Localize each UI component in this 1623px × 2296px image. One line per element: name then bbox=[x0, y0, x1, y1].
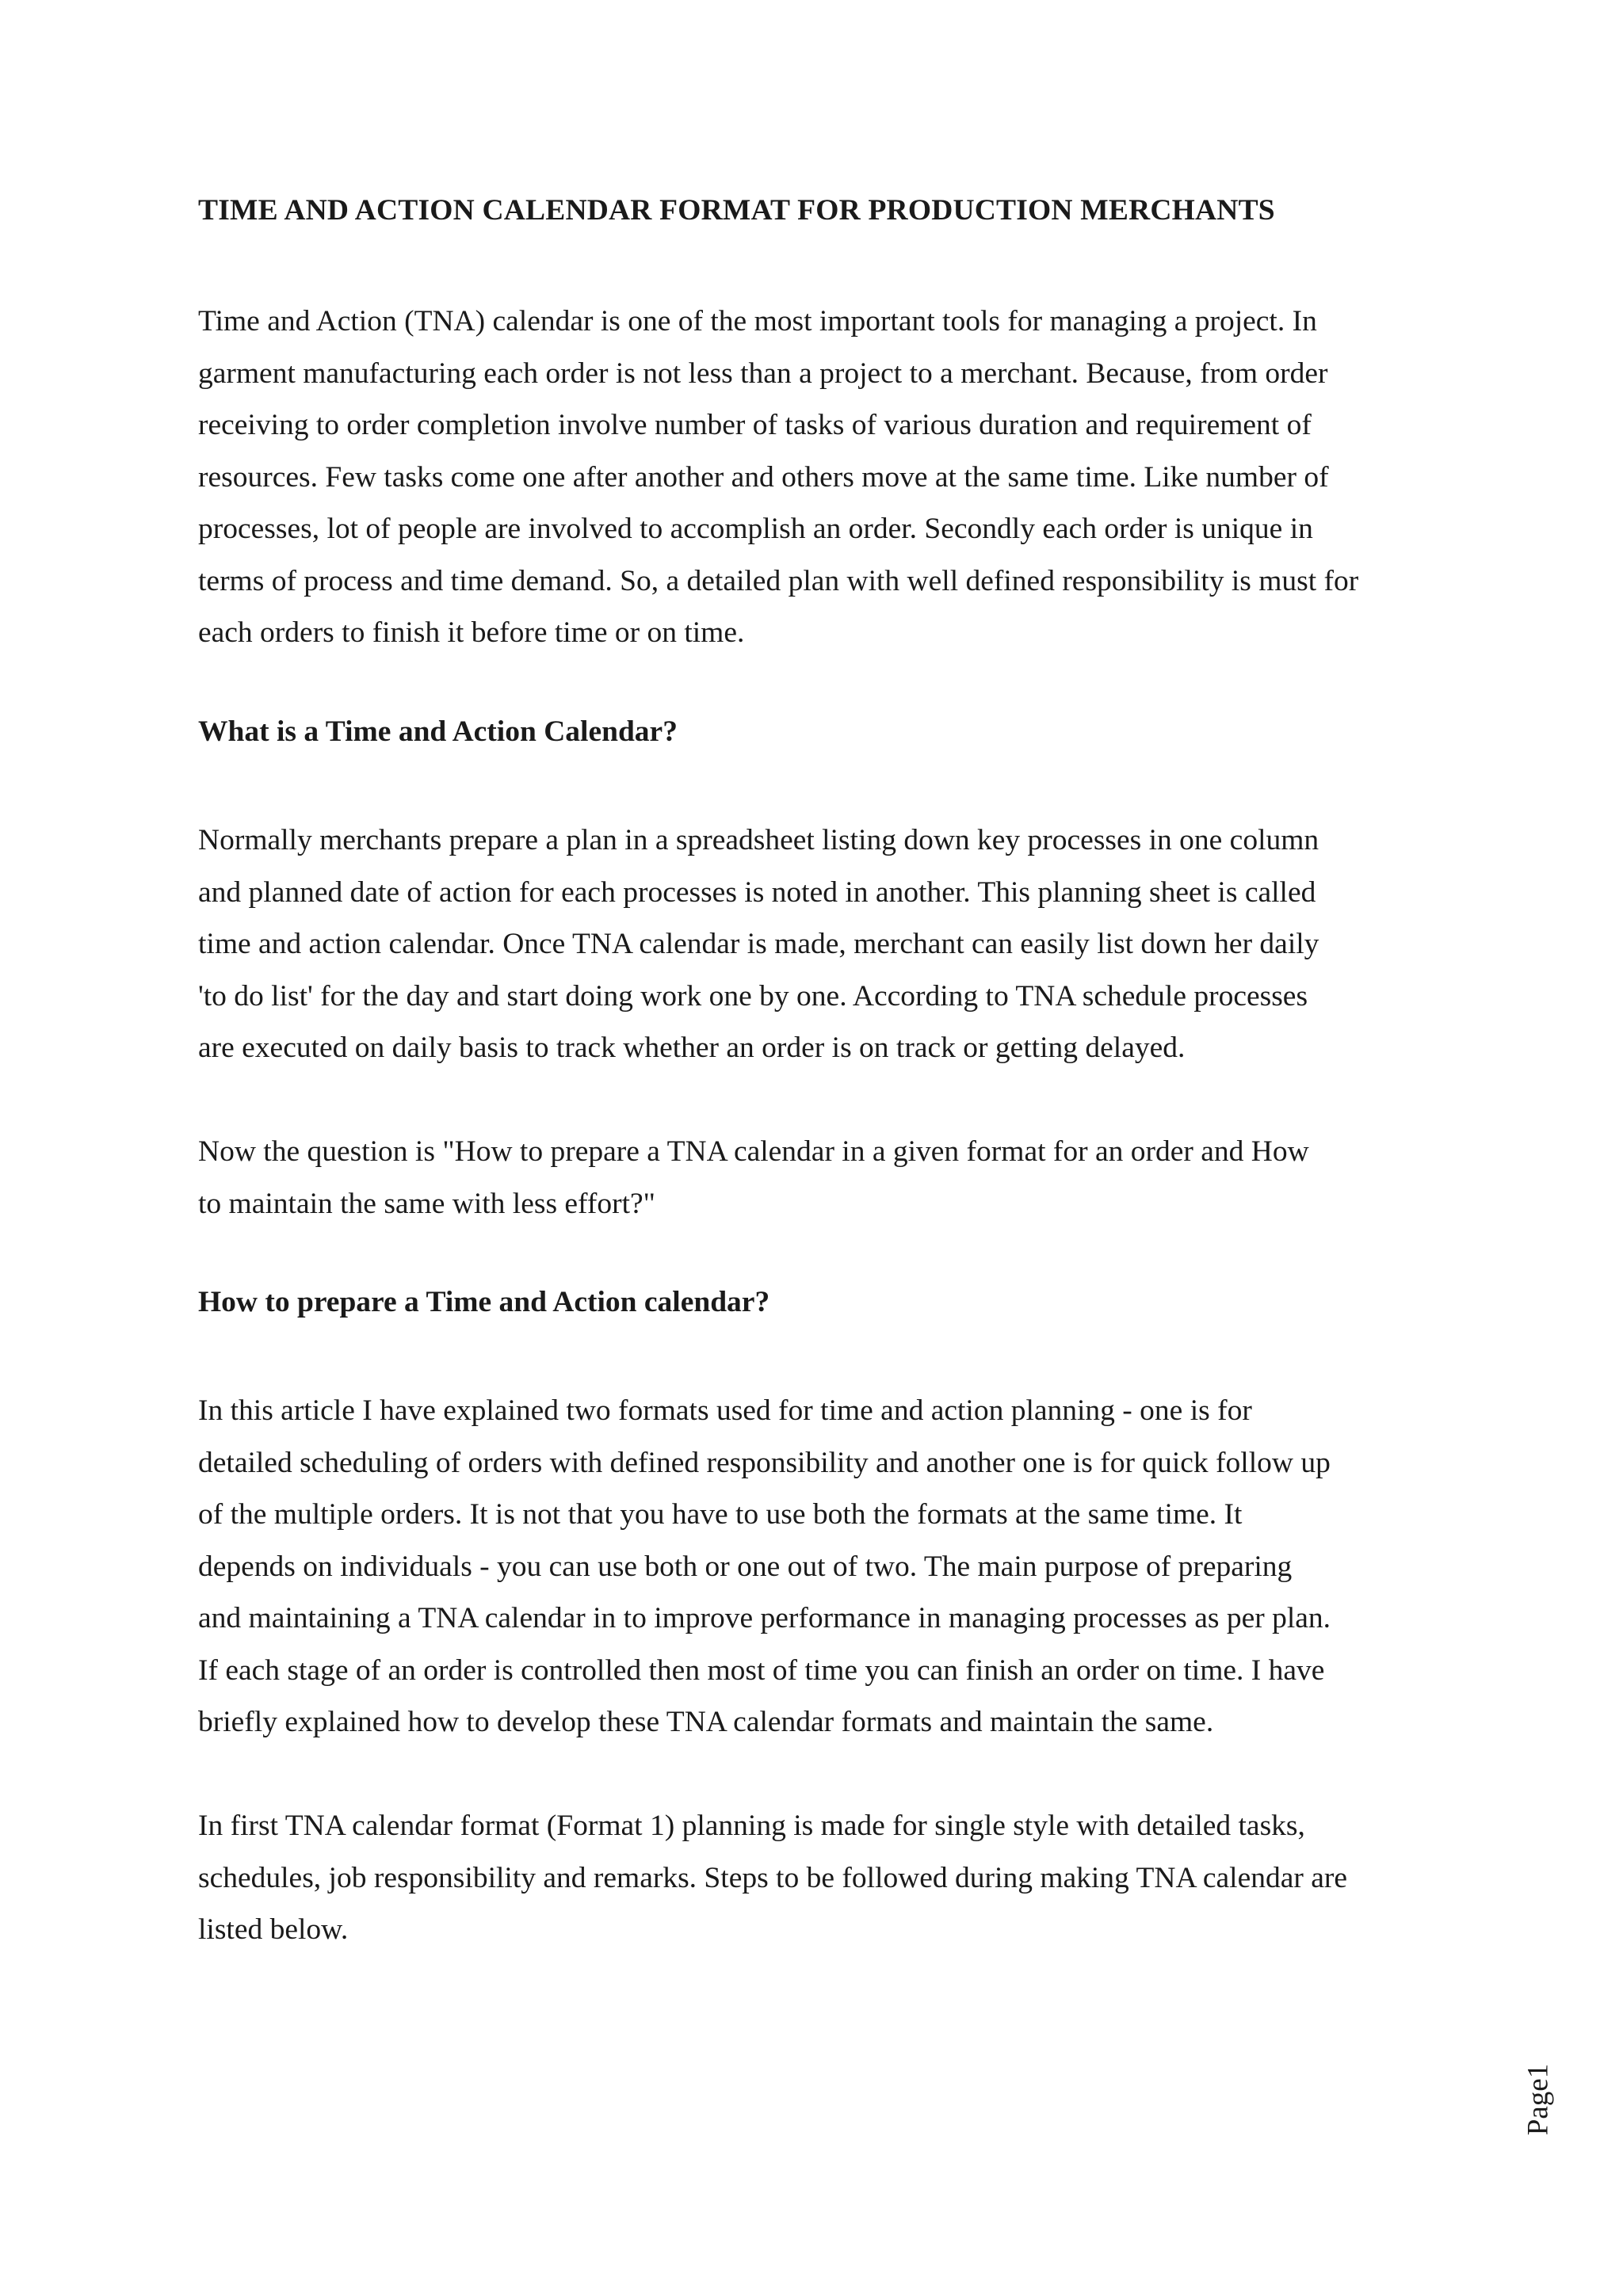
text-line: resources. Few tasks come one after another and others move at the same time. Like number of bbox=[198, 460, 1329, 494]
text-line: In first TNA calendar format (Format 1) planning is made for single style with detailed tasks, bbox=[198, 1810, 1305, 1842]
page-number bbox=[1520, 2040, 1556, 2159]
text-line: Normally merchants prepare a plan in a spreadsheet listing down key processes in one column bbox=[198, 824, 1319, 856]
text-line: If each stage of an order is controlled then most of time you can finish an order on time. I have bbox=[198, 1653, 1325, 1687]
text-line: and planned date of action for each processes is noted in another. This planning sheet is called bbox=[198, 875, 1316, 909]
section-heading-how-to: How to prepare a Time and Action calendar? bbox=[198, 1286, 770, 1318]
text-line: time and action calendar. Once TNA calendar is made, merchant can easily list down her daily bbox=[198, 928, 1319, 960]
page-number-label: Page1 bbox=[1522, 2063, 1555, 2136]
paragraph-question bbox=[198, 1126, 1309, 1230]
text-line: and maintaining a TNA calendar in to improve performance in managing processes as per plan. bbox=[198, 1602, 1331, 1634]
text-line: In this article I have explained two formats used for time and action planning - one is for bbox=[198, 1394, 1252, 1427]
text-line: each orders to finish it before time or on time. bbox=[198, 616, 745, 649]
paragraph-definition bbox=[198, 814, 1319, 1074]
text-line: listed below. bbox=[198, 1913, 349, 1946]
text-line: Now the question is "How to prepare a TNA calendar in a given format for an order and How bbox=[198, 1135, 1309, 1168]
text-line: 'to do list' for the day and start doing work one by one. According to TNA schedule processes bbox=[198, 979, 1308, 1013]
text-line: terms of process and time demand. So, a detailed plan with well defined responsibility is must for bbox=[198, 564, 1359, 597]
paragraph-formats bbox=[198, 1385, 1331, 1749]
text-line: of the multiple orders. It is not that you have to use both the formats at the same time. It bbox=[198, 1498, 1243, 1531]
text-line: are executed on daily basis to track whether an order is on track or getting delayed. bbox=[198, 1032, 1186, 1064]
text-line: processes, lot of people are involved to accomplish an order. Secondly each order is unique in bbox=[198, 513, 1313, 545]
document-title: TIME AND ACTION CALENDAR FORMAT FOR PRODUCTION MERCHANTS bbox=[198, 194, 1275, 227]
section-heading-what-is: What is a Time and Action Calendar? bbox=[198, 715, 678, 748]
text-line: depends on individuals - you can use both or one out of two. The main purpose of preparing bbox=[198, 1550, 1293, 1583]
text-line: to maintain the same with less effort?" bbox=[198, 1187, 655, 1220]
text-line: detailed scheduling of orders with defined responsibility and another one is for quick follow up bbox=[198, 1446, 1331, 1479]
text-line: garment manufacturing each order is not less than a project to a merchant. Because, from order bbox=[198, 357, 1328, 390]
text-line: Time and Action (TNA) calendar is one of the most important tools for managing a project. In bbox=[198, 305, 1317, 338]
text-line: schedules, job responsibility and remarks. Steps to be followed during making TNA calendar are bbox=[198, 1861, 1348, 1894]
text-line: receiving to order completion involve number of tasks of various duration and requirement of bbox=[198, 409, 1312, 441]
paragraph-format-1 bbox=[198, 1800, 1347, 1956]
paragraph-intro bbox=[198, 296, 1358, 659]
text-line: briefly explained how to develop these TNA calendar formats and maintain the same. bbox=[198, 1706, 1214, 1738]
